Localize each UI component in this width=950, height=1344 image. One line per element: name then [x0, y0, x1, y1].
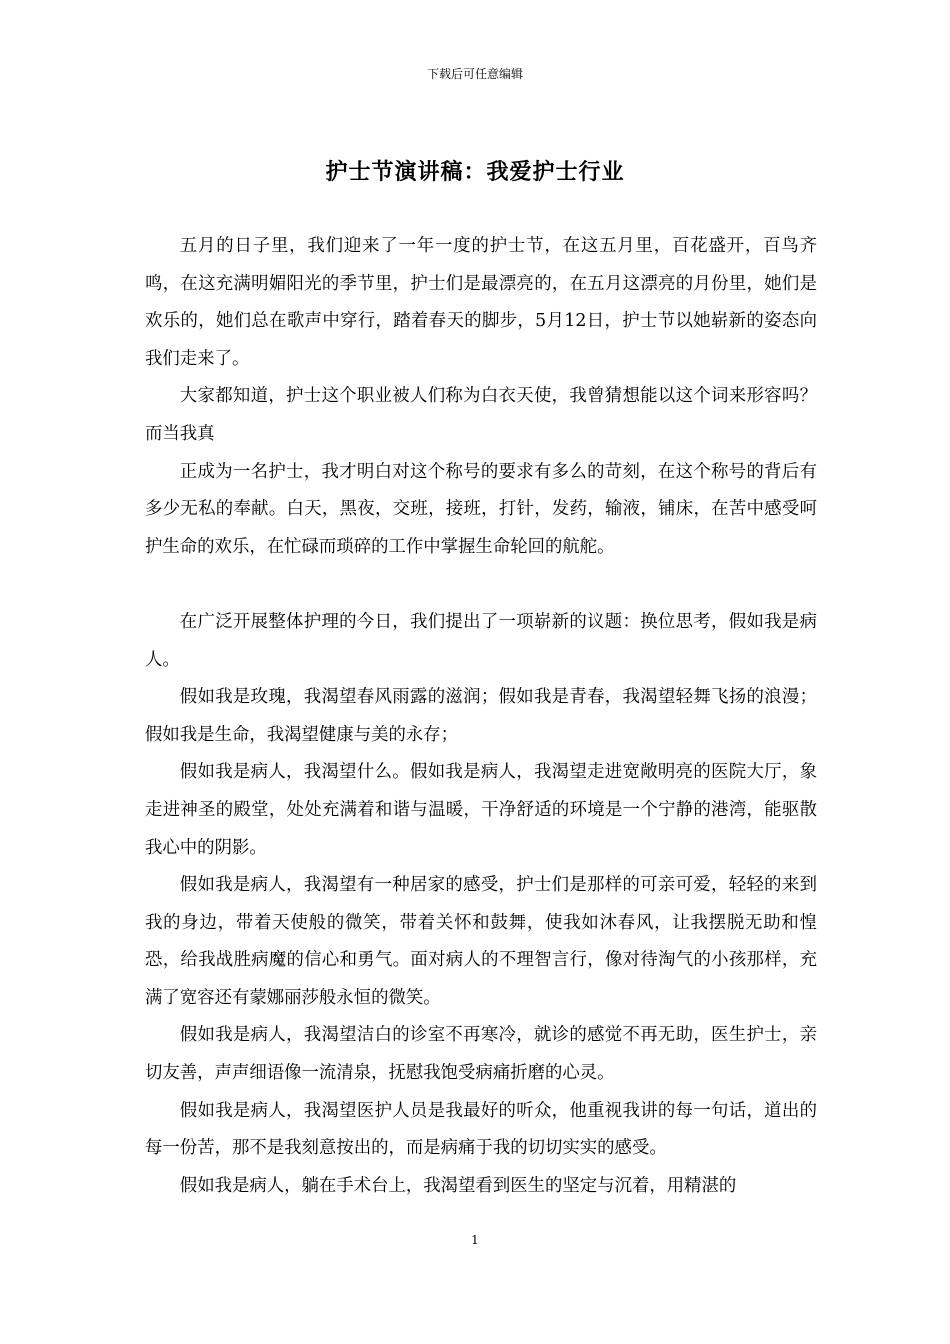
document-body [145, 228, 817, 1205]
paragraph: 五月的日子里，我们迎来了一年一度的护士节，在这五月里，百花盛开，百鸟齐鸣，在这充满明媚阳光的季节里，护士们是最漂亮的，在五月这漂亮的月份里，她们是欢乐的，她们总在歌声中穿行，踏着春天的脚步，5月12日，护士节以她崭新的姿态向我们走来了。 [145, 236, 817, 369]
paragraph: 在广泛开展整体护理的今日，我们提出了一项崭新的议题：换位思考，假如我是病人。 [145, 611, 817, 670]
page-number: 1 [471, 1233, 479, 1247]
paragraph: 假如我是病人，我渴望医护人员是我最好的听众，他重视我讲的每一句话，道出的每一份苦，那不是我刻意按出的，而是病痛于我的切切实实的感受。 [145, 1100, 817, 1159]
paragraph: 假如我是玫瑰，我渴望春风雨露的滋润；假如我是青春，我渴望轻舞飞扬的浪漫；假如我是生命，我渴望健康与美的永存； [145, 687, 817, 745]
header-note: 下载后可任意编辑 [426, 67, 523, 81]
paragraph: 假如我是病人，我渴望有一种居家的感受，护士们是那样的可亲可爱，轻轻的来到我的身边，带着天使般的微笑，带着关怀和鼓舞，使我如沐春风，让我摆脱无助和惶恐，给我战胜病魔的信心和勇气。面对病人的不理智言行，像对待淘气的小孩那样，充满了宽容还有蒙娜丽莎般永恒的微笑。 [145, 875, 817, 1008]
document-title: 护士节演讲稿：我爱护士行业 [325, 159, 625, 185]
paragraph: 大家都知道，护士这个职业被人们称为白衣天使，我曾猜想能以这个词来形容吗？而当我真 [145, 386, 817, 444]
paragraph: 假如我是病人，我渴望什么。假如我是病人，我渴望走进宽敞明亮的医院大厅，象走进神圣的殿堂，处处充满着和谐与温暖，干净舒适的环境是一个宁静的港湾，能驱散我心中的阴影。 [145, 762, 817, 858]
paragraph: 正成为一名护士，我才明白对这个称号的要求有多么的苛刻，在这个称号的背后有多少无私的奉献。白天，黑夜，交班，接班，打针，发药，输液，铺床，在苦中感受呵护生命的欢乐，在忙碌而琐碎的工作中掌握生命轮回的航舵。 [145, 461, 817, 557]
paragraph: 假如我是病人，我渴望洁白的诊室不再寒冷，就诊的感觉不再无助，医生护士，亲切友善，声声细语像一流清泉，抚慰我饱受病痛折磨的心灵。 [145, 1025, 817, 1084]
paragraph: 假如我是病人，躺在手术台上，我渴望看到医生的坚定与沉着，用精湛的 [179, 1175, 737, 1196]
paragraph-spacer [145, 566, 817, 604]
